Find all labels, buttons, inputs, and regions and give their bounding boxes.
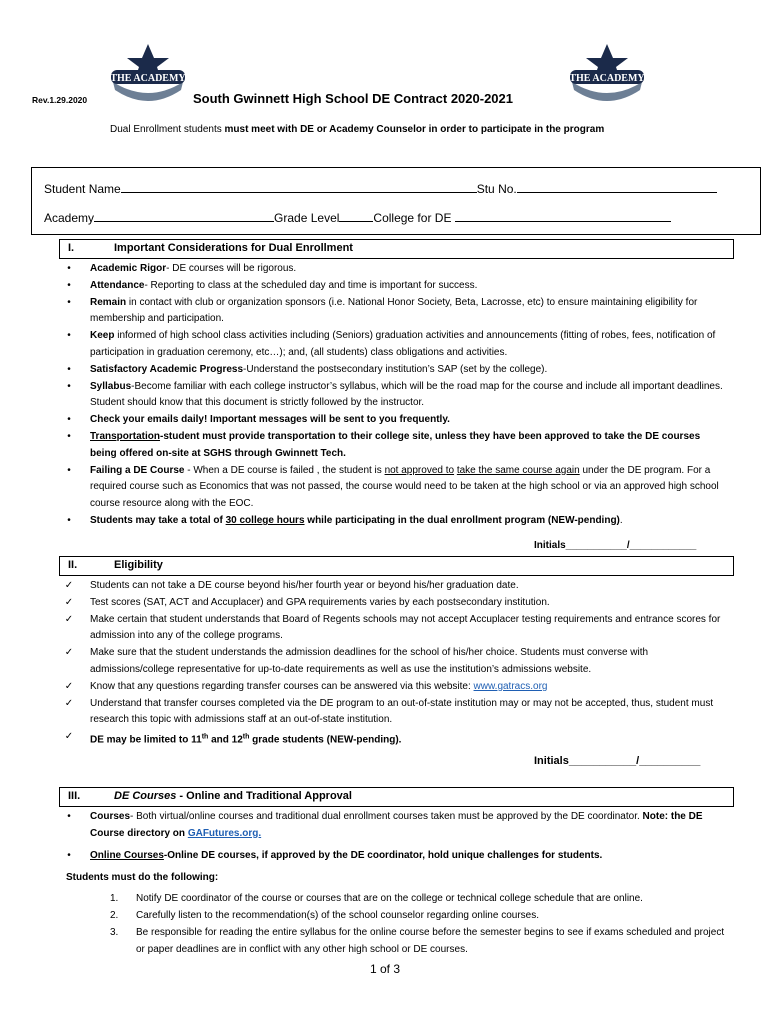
section-number: I. — [68, 242, 75, 254]
initials-line-2[interactable]: Initials___________/__________ — [534, 755, 701, 767]
list-item: • Failing a DE Course - When a DE course is failed , the student is not approved to take the same course again under the DE program. For a required course such as Economics that was not passed, the course would need to be taken at the high school or via an approved high school course resource along with the EOC. — [67, 464, 719, 510]
list-item: • Syllabus-Become familiar with each college instructor’s syllabus, which will be the road map for the course and include all important deadlines. Student should know that this document is strictly followed by the instructor. — [67, 380, 723, 409]
check-icon: ✓ — [64, 680, 74, 692]
college-field[interactable] — [455, 209, 671, 222]
grade-level-field[interactable] — [339, 209, 373, 222]
check-icon: ✓ — [64, 647, 74, 659]
check-icon: ✓ — [64, 580, 74, 591]
section-number: III. — [68, 790, 81, 802]
check-icon: ✓ — [64, 731, 74, 743]
list-item: • Transportation-student must provide transportation to their college site, unless they have been approved to take the DE courses being offered on-site at SGHS through Gwinnett Tech. — [67, 430, 701, 459]
section-title: DE Courses - Online and Traditional Approval — [114, 790, 352, 802]
list-item: • Courses- Both virtual/online courses and traditional dual enrollment courses taken must be approved by the DE coordinator. Note: the DE Course directory on GAFutures.org. — [67, 811, 703, 839]
section-1-header — [59, 239, 734, 259]
gatracs-link[interactable]: www.gatracs.org — [473, 680, 548, 692]
student-info-form — [31, 167, 761, 235]
check-icon: ✓ — [64, 613, 74, 625]
list-item: 1. Notify DE coordinator of the course or courses that are on the college or technical college schedule that are online. — [110, 893, 643, 904]
student-name-label: Student Name — [44, 182, 121, 196]
section-title: Important Considerations for Dual Enrollment — [114, 242, 353, 254]
list-item: ✓ Test scores (SAT, ACT and Accuplacer) and GPA requirements varies by each postsecondary institution. — [62, 595, 726, 612]
page-title: South Gwinnett High School DE Contract 2020-2021 — [193, 91, 513, 106]
list-item: 3. Be responsible for reading the entire syllabus for the online course before the semester begins to see if exams scheduled and project or paper deadlines are in conflict with any other high school or DE courses. — [110, 927, 725, 955]
list-item: • Remain in contact with club or organization sponsors (i.e. National Honor Society, Beta, Lacrosse, etc) to ensure maintaining eligibility for membership and participation. — [67, 296, 698, 325]
list-item: • Online Courses-Online DE courses, if approved by the DE coordinator, hold unique challenges for students. — [67, 849, 603, 861]
academy-field[interactable] — [94, 209, 274, 222]
initials-line-1[interactable]: Initials___________/____________ — [534, 540, 697, 551]
subtitle: Dual Enrollment students must meet with DE or Academy Counselor in order to participate in the program — [110, 124, 605, 135]
list-item: ✓ Make sure that the student understands the admission deadlines for the school of his/her choice. Students must converse with admissions/college representative for up-to-date requirements as well as use the institution’s admissions website. — [62, 645, 726, 679]
list-item: 2. Carefully listen to the recommendation(s) of the school counselor regarding online courses. — [110, 910, 539, 921]
section-2-list — [62, 578, 726, 749]
list-item: ✓ Understand that transfer courses completed via the DE program to an out-of-state institution may or may not be accepted, thus, student must research this topic with admissions staff at an out-of-state institution. — [62, 696, 726, 730]
form-row-2 — [44, 209, 671, 225]
form-row-1 — [44, 180, 717, 196]
list-item: ✓ Know that any questions regarding transfer courses can be answered via this website: www.gatracs.org — [62, 679, 726, 696]
section-3-list — [62, 809, 726, 864]
academy-logo-left — [107, 42, 189, 104]
section-title: Eligibility — [114, 559, 163, 571]
revision-label: Rev.1.29.2020 — [32, 95, 88, 105]
academy-logo-right — [566, 42, 648, 104]
must-do-heading: Students must do the following: — [66, 872, 219, 883]
list-item: • Check your emails daily! Important messages will be sent to you frequently. — [67, 414, 450, 426]
list-item: • Satisfactory Academic Progress-Understand the postsecondary institution’s SAP (set by the college). — [67, 363, 548, 375]
section-1-list — [62, 261, 726, 530]
academy-label: Academy — [44, 211, 95, 225]
list-item: • Students may take a total of 30 college hours while participating in the dual enrollment program (NEW-pending). — [67, 514, 623, 526]
list-item: ✓ Make certain that student understands that Board of Regents schools may not accept Accuplacer testing requirements and entrance scores for admission into any of the college programs. — [62, 612, 726, 646]
logo-text: THE ACADEMY — [569, 73, 645, 84]
stu-no-field[interactable] — [517, 180, 717, 193]
list-item: • Keep informed of high school class activities including (Seniors) graduation activities and announcements (fitting of robes, fees, notification of participation in graduation ceremony, etc…); and, (all students) class obligations and activities. — [67, 330, 716, 358]
list-item: ✓ DE may be limited to 11th and 12th grade students (NEW-pending). — [62, 729, 726, 749]
check-icon: ✓ — [64, 697, 74, 709]
section-number: II. — [68, 559, 78, 571]
list-item: ✓ Students can not take a DE course beyond his/her fourth year or beyond his/her graduation date. — [62, 578, 726, 595]
gafutures-link[interactable]: GAFutures.org. — [187, 827, 262, 839]
steps-list — [110, 890, 730, 958]
student-name-field[interactable] — [121, 180, 477, 193]
page-number: 1 of 3 — [369, 962, 401, 976]
stu-no-label: Stu No. — [476, 182, 517, 196]
section-3-header — [59, 787, 734, 807]
grade-level-label: Grade Level — [274, 211, 340, 225]
check-icon: ✓ — [64, 596, 74, 608]
section-2-header — [59, 556, 734, 576]
logo-text: THE ACADEMY — [110, 73, 186, 84]
list-item: • Attendance- Reporting to class at the scheduled day and time is important for success. — [67, 279, 478, 291]
college-label: College for DE — [373, 211, 452, 225]
list-item: • Academic Rigor- DE courses will be rigorous. — [67, 263, 297, 274]
